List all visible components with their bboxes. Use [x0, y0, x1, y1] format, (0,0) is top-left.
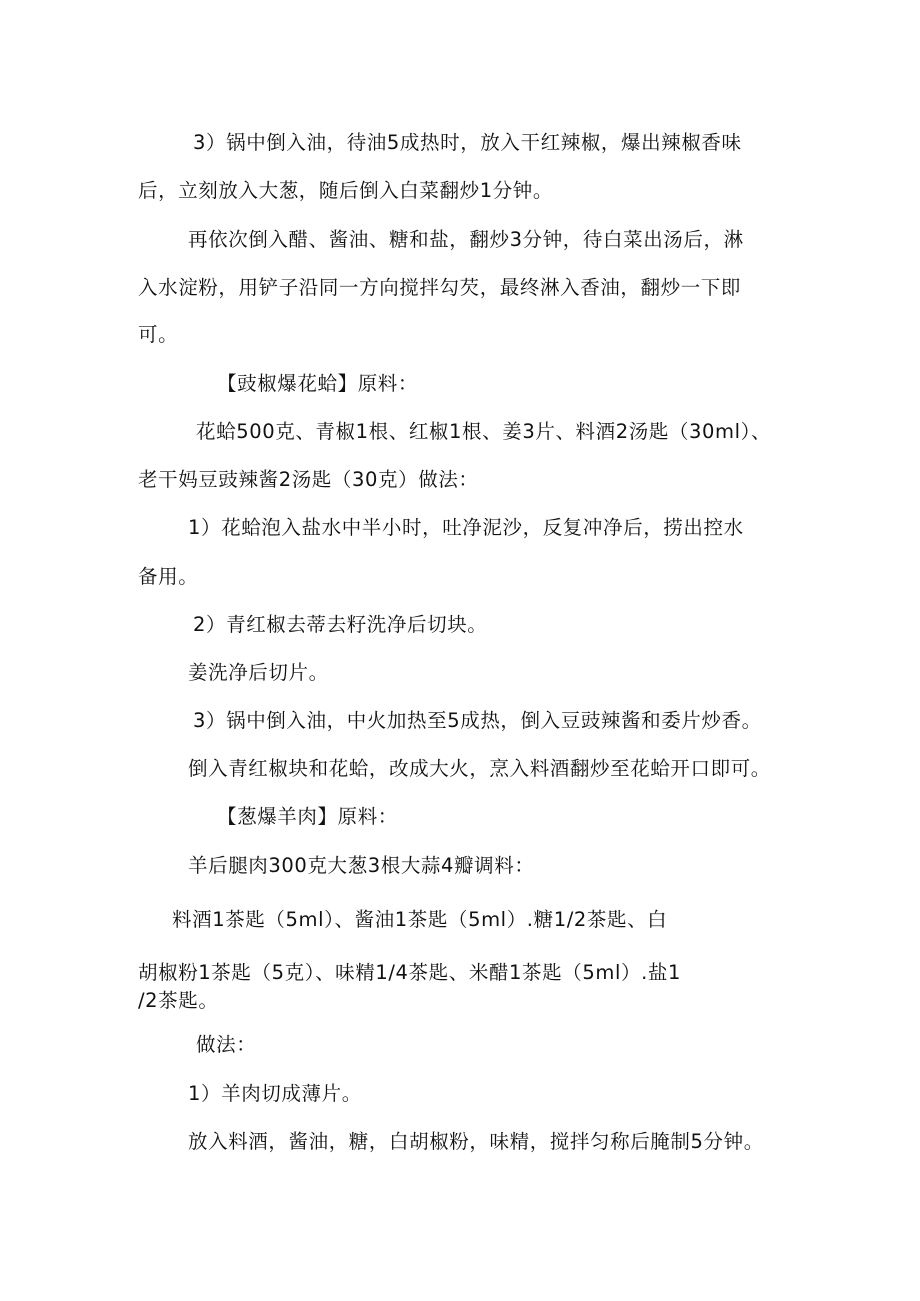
text-line: 后，立刻放入大葱，随后倒入白菜翻炒1分钟。 [138, 179, 554, 202]
text-line: 羊后腿肉300克大葱3根大蒜4瓣调料： [188, 854, 535, 877]
text-line: 3）锅中倒入油，待油5成热时，放入干红辣椒，爆出辣椒香味 [193, 131, 742, 154]
text-line: 2）青红椒去蒂去籽洗净后切块。 [193, 613, 488, 636]
text-line: 倒入青红椒块和花蛤，改成大火，烹入料酒翻炒至花蛤开口即可。 [188, 757, 771, 780]
text-line: 可。 [138, 323, 179, 346]
text-line: 3）锅中倒入油，中火加热至5成热，倒入豆豉辣酱和委片炒香。 [193, 709, 762, 732]
text-line: 入水淀粉，用铲子沿同一方向搅拌勾芡，最终淋入香油，翻炒一下即 [138, 276, 742, 299]
text-line: 1）羊肉切成薄片。 [188, 1082, 362, 1105]
text-line: 花蛤500克、青椒1根、红椒1根、姜3片、料酒2汤匙（30ml）、 [196, 420, 772, 443]
text-line: 再依次倒入醋、酱油、糖和盐，翻炒3分钟，待白菜出汤后，淋 [188, 228, 744, 251]
recipe-heading: 【葱爆羊肉】原料： [217, 805, 398, 828]
text-line: 料酒1茶匙（5ml）、酱油1茶匙（5ml）.糖1/2茶匙、白 [172, 908, 668, 931]
recipe-heading: 【豉椒爆花蛤】原料： [217, 372, 419, 395]
text-line: 姜洗净后切片。 [188, 661, 329, 684]
text-line: 胡椒粉1茶匙（5克）、味精1/4茶匙、米醋1茶匙（5ml）.盐1 [138, 961, 681, 984]
text-line: /2茶匙。 [138, 989, 219, 1012]
text-line: 1）花蛤泡入盐水中半小时，吐净泥沙，反复冲净后，捞出控水 [188, 516, 744, 539]
text-line: 备用。 [138, 565, 199, 588]
text-line: 老干妈豆豉辣酱2汤匙（30克）做法： [138, 468, 479, 491]
text-line: 放入料酒，酱油，糖，白胡椒粉，味精，搅拌匀称后腌制5分钟。 [188, 1130, 764, 1153]
text-line: 做法： [196, 1033, 257, 1056]
